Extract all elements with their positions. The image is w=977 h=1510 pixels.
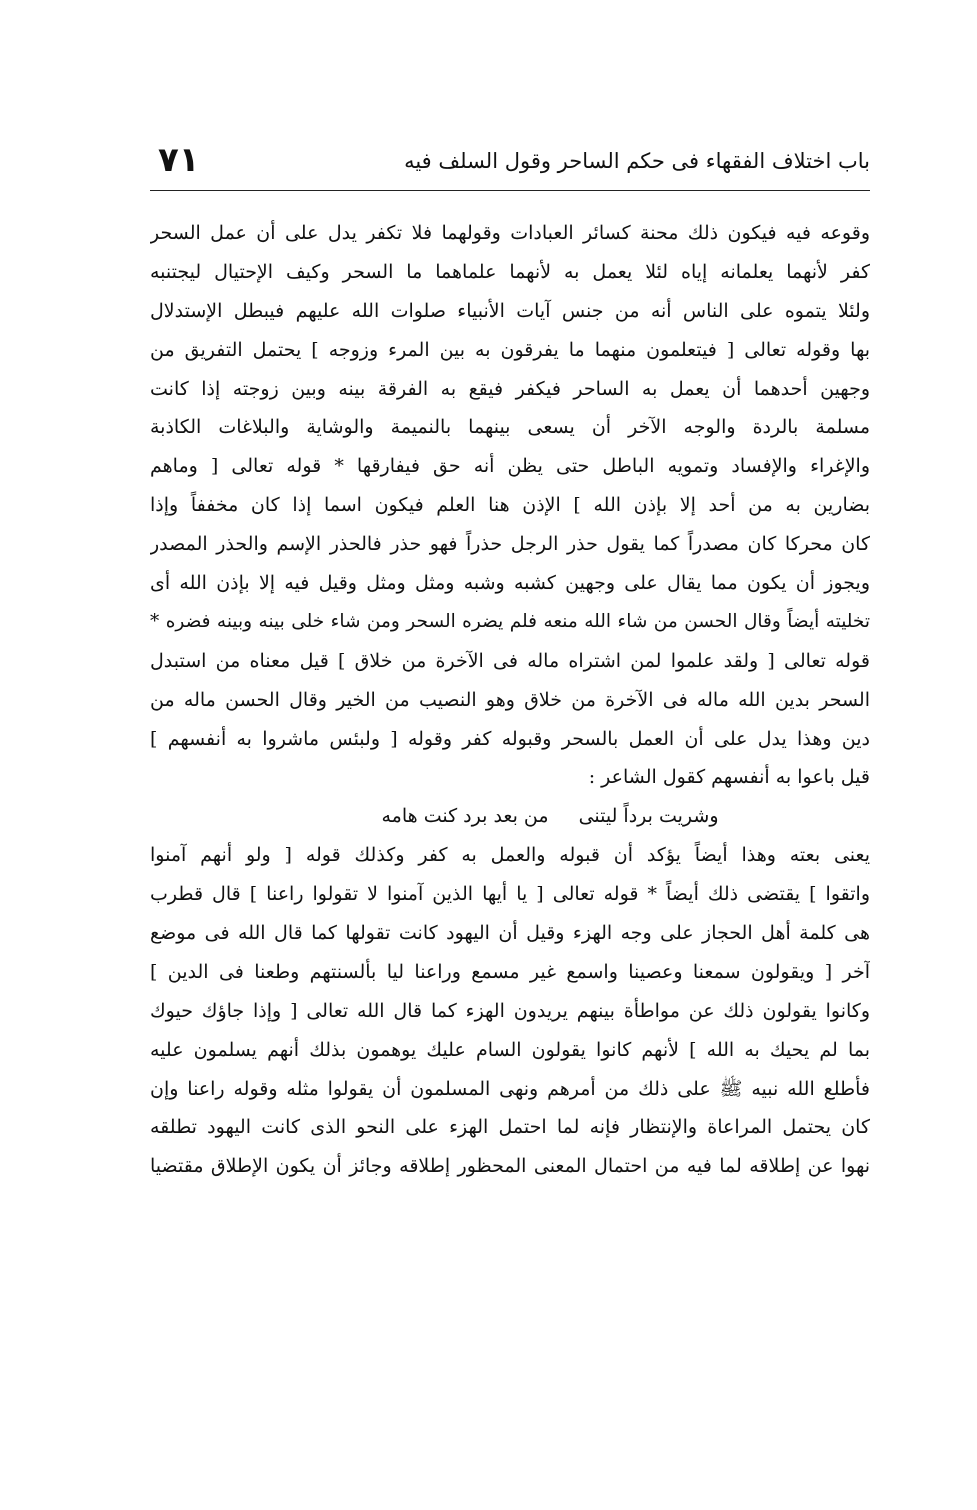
text-line: وقوعه فيه فيكون ذلك محنة كسائر العبادات وقولهما فلا تكفر يدل على أن عمل السحر — [150, 222, 870, 244]
body-text — [150, 214, 870, 1186]
text-line: يعنى بعته وهذا أيضاً يؤكد أن قبوله والعمل به كفر وكذلك قوله [ ولو أنهم آمنوا — [150, 844, 870, 867]
text-line: كان يحتمل المراعاة والإنتظار فإنه لما احتمل الهزء على النحو الذى كانت اليهود تطلقه — [150, 1116, 870, 1139]
poetry-verse — [150, 797, 870, 836]
text-line: آخر [ ويقولون سمعنا وعصينا واسمع غير مسمع وراعنا ليا بألسنتهم وطعنا فى الدين ] — [150, 960, 870, 983]
verse-first-hemistich: وشريت برداً ليتنى — [578, 805, 719, 828]
text-line: كان محركا كان مصدراً كما يقول حذر الرجل حذراً فهو حذر فالحذر الإسم والحذر المصدر — [150, 533, 870, 556]
text-line: قوله تعالى [ ولقد علموا لمن اشتراه ماله فى الآخرة من خلاق ] قيل معناه من استبدل — [150, 649, 870, 672]
text-line: بما لم يحيك به الله ] لأنهم كانوا يقولون السام عليك يوهمون بذلك أنهم يسلمون عليه — [150, 1038, 870, 1061]
text-line: والإغراء والإفساد وتمويه الباطل حتى يظن أنه حق فيفارقها * قوله تعالى [ وماهم — [150, 455, 870, 478]
text-line: ولئلا يتموه على الناس أنه من جنس آيات الأنبياء صلوات الله عليهم فيبطل الإستدلال — [150, 299, 870, 322]
text-line: دين وهذا يدل على أن العمل بالسحر وقبوله كفر وقوله [ ولبئس ماشروا به أنفسهم ] — [150, 727, 870, 750]
page-header — [150, 140, 870, 186]
text-line: السحر بدين الله ماله فى الآخرة من خلاق وهو النصيب من الخير وقال الحسن ماله من — [150, 688, 870, 711]
page-number: ٧١ — [158, 140, 200, 180]
text-line: نهوا عن إطلاقه لما فيه من احتمال المعنى المحظور إطلاقه وجائز أن يكون الإطلاق مقتضيا — [150, 1155, 870, 1178]
text-line: بها وقوله تعالى [ فيتعلمون منهما ما يفرقون به بين المرء وزوجه ] يحتمل التفريق من — [150, 338, 870, 361]
text-line: مسلمة بالردة والوجه الآخر أن يسعى بينهما بالنميمة والوشاية والبلاغات الكاذبة — [150, 416, 870, 439]
text-line: بضارين به من أحد إلا بإذن الله ] الإذن هنا العلم فيكون اسما إذا كان مخففاً وإذا — [150, 494, 870, 517]
text-line: تخليته أيضاً وقال الحسن من شاء الله منعه فلم يضره السحر ومن شاء خلى بينه وبينه فضره * — [150, 610, 870, 632]
text-line: فأطلع الله نبيه ﷺ على ذلك من أمرهم ونهى المسلمون أن يقولوا مثله وقوله راعنا وإن — [150, 1077, 870, 1100]
text-line: قيل باعوا به أنفسهم كقول الشاعر : — [588, 766, 870, 789]
text-line: هى كلمة أهل الحجاز على وجه الهزء وقيل أن اليهود كانت تقولها كما قال الله فى موضع — [150, 922, 870, 945]
chapter-title: باب اختلاف الفقهاء فى حكم الساحر وقول السلف فيه — [404, 149, 870, 173]
text-line: وجهين أحدهما أن يعمل به الساحر فيكفر فيقع به الفرقة بينه وبين زوجته إذا كانت — [150, 377, 870, 400]
header-divider — [150, 190, 870, 191]
verse-second-hemistich: من بعد برد كنت هامه — [381, 805, 549, 828]
text-line: ويجوز أن يكون مما يقال على وجهين كشبه وشبه ومثل ومثل وقيل فيه إلا بإذن الله أى — [150, 572, 870, 595]
text-line: وكانوا يقولون ذلك عن مواطأة بينهم يريدون الهزء كما قال الله تعالى [ وإذا جاؤك حيوك — [150, 999, 870, 1022]
text-line: واتقوا ] يقتضى ذلك أيضاً * قوله تعالى [ يا أيها الذين آمنوا لا تقولوا راعنا ] قال قطرب — [150, 883, 870, 906]
text-line: كفر لأنهما يعلمانه إياه لئلا يعمل به لأنهما علماهما ما السحر وكيف الإحتيال ليجتنبه — [150, 260, 870, 283]
